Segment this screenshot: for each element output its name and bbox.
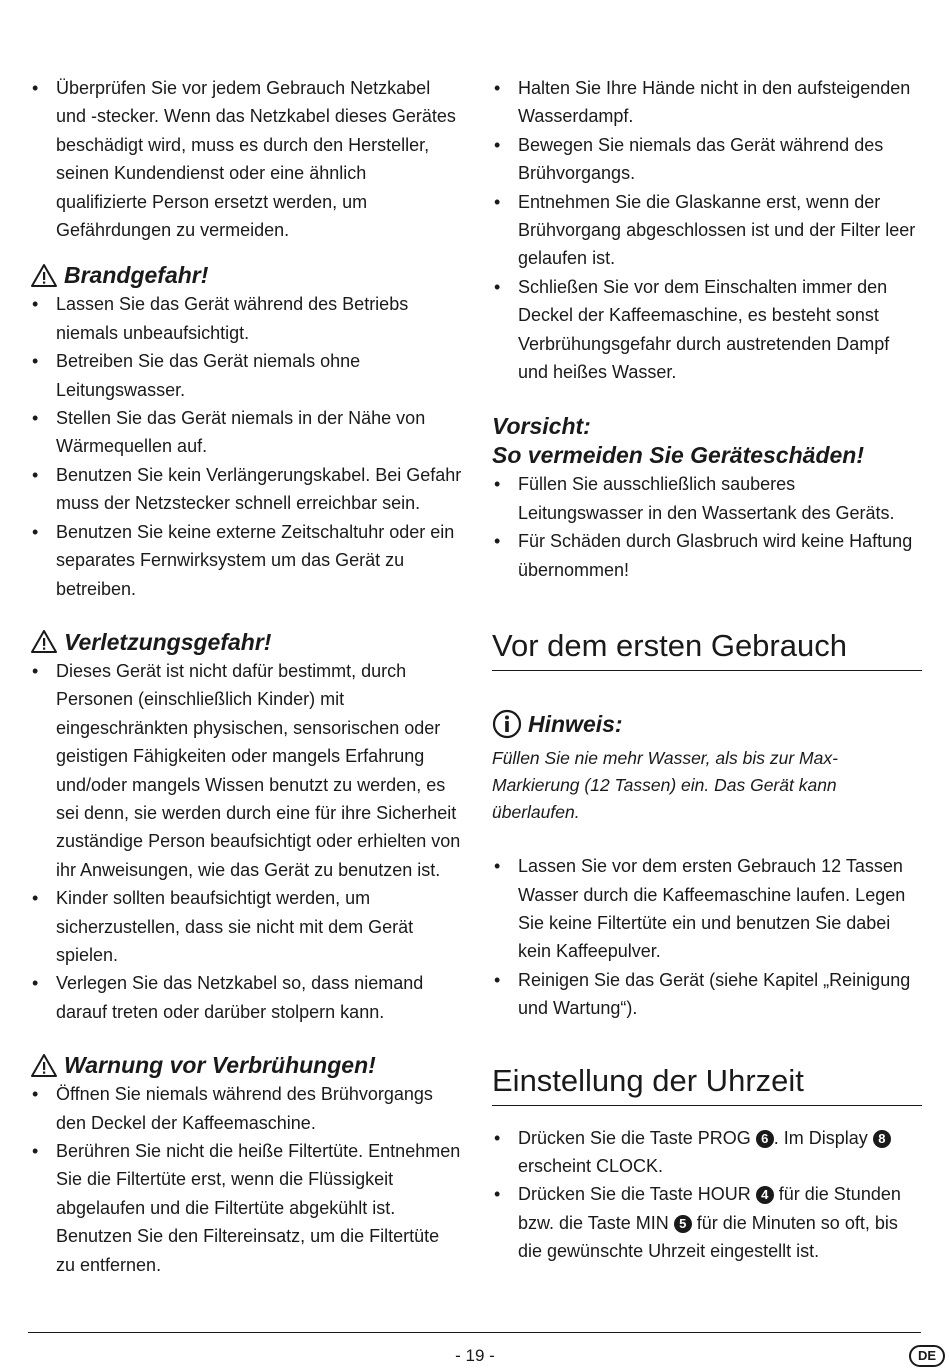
bullet: •: [494, 1184, 501, 1205]
scald-continued-list: [492, 74, 922, 386]
list-item: [30, 347, 462, 404]
bullet: •: [494, 856, 501, 877]
list-item: [492, 131, 922, 188]
bullet: •: [32, 660, 39, 681]
list-item: [492, 273, 922, 387]
bullet: •: [494, 1127, 501, 1148]
list-item-text: Halten Sie Ihre Hände nicht in den aufsteigenden Wasserdampf.: [518, 78, 911, 127]
bullet: •: [494, 191, 501, 212]
bullet: •: [494, 134, 501, 155]
list-item: [30, 1137, 462, 1279]
language-badge: DE: [909, 1345, 945, 1367]
bullet: •: [32, 294, 39, 315]
text-run: erscheint CLOCK.: [518, 1155, 664, 1176]
text-run: . Im Display: [773, 1127, 873, 1148]
list-item-text: Berühren Sie nicht die heiße Filtertüte. Entnehmen Sie die Filtertüte erst, wenn die Flüssigkeit abgelaufen und die Filtertüte abgekühlt ist. Benutzen Sie den Filtereinsatz, um die Filtertüte zu entfernen.: [56, 1141, 461, 1275]
injury-hazard-title: Verletzungsgefahr!: [64, 628, 272, 655]
list-item: [492, 852, 922, 966]
bullet: •: [32, 464, 39, 485]
warning-triangle-icon: [30, 1053, 58, 1078]
number-badge-hour: 4: [756, 1186, 774, 1204]
caution-heading: [492, 412, 922, 470]
left-column: [30, 74, 462, 1279]
list-item: [30, 404, 462, 461]
injury-hazard-heading: [30, 627, 462, 657]
text-run: Drücken Sie die Taste PROG: [518, 1127, 756, 1148]
list-item-text: Für Schäden durch Glasbruch wird keine Haftung übernommen!: [518, 531, 913, 580]
injury-hazard-list: [30, 657, 462, 1026]
intro-list: [30, 74, 462, 244]
bullet: •: [494, 78, 501, 98]
number-badge-min: 5: [674, 1215, 692, 1233]
bullet: •: [494, 474, 501, 495]
list-item: [30, 1080, 462, 1137]
number-badge-prog: 6: [756, 1130, 774, 1148]
text-run: für die Minuten so oft, bis die gewünschte Uhrzeit eingestellt ist.: [518, 1212, 898, 1262]
list-item: [492, 1180, 922, 1265]
fire-hazard-list: [30, 290, 462, 602]
list-item: [492, 1124, 922, 1181]
list-item: [492, 527, 922, 584]
note-heading: [492, 709, 922, 739]
warning-triangle-icon: [30, 629, 58, 654]
list-item: [30, 657, 462, 884]
list-item: [492, 470, 922, 527]
scald-warning-heading: [30, 1050, 462, 1080]
bullet: •: [32, 351, 39, 372]
warning-triangle-icon: [30, 263, 58, 288]
number-badge-display: 8: [873, 1130, 891, 1148]
bullet: •: [32, 888, 39, 909]
list-item-text: Lassen Sie das Gerät während des Betriebs niemals unbeaufsichtigt.: [56, 294, 409, 343]
list-item-text: Benutzen Sie keine externe Zeitschaltuhr oder ein separates Fernwirksystem um das Gerät zu betreiben.: [56, 521, 455, 599]
list-item: [30, 74, 462, 244]
scald-warning-title: Warnung vor Verbrühungen!: [64, 1052, 376, 1079]
fire-hazard-heading: [30, 260, 462, 290]
scald-warning-list: [30, 1080, 462, 1279]
list-item-text: Dieses Gerät ist nicht dafür bestimmt, durch Personen (einschließlich Kinder) mit eingeschränkten physischen, sensorischen oder geistigen Fähigkeiten oder mangels Erfahrung und/oder mangels Wissen benutzt zu werden, es sei denn, sie werden durch eine für ihre Sicherheit zuständige Person beaufsichtigt oder erhielten von ihr Anweisungen, wie das Gerät zu benutzen ist.: [56, 660, 461, 880]
bullet: •: [494, 276, 501, 297]
caution-title-line1: Vorsicht:: [492, 413, 591, 440]
list-item-text: Entnehmen Sie die Glaskanne erst, wenn der Brühvorgang abgeschlossen ist und der Filter leer gelaufen ist.: [518, 191, 916, 269]
list-item-text: Bewegen Sie niemals das Gerät während des Brühvorgangs.: [518, 134, 884, 184]
list-item-text: Überprüfen Sie vor jedem Gebrauch Netzkabel und -stecker. Wenn das Netzkabel dieses Gerätes beschädigt wird, muss es durch den Hersteller, seinen Kundendienst oder eine ähnlich qualifizierte Person ersetzt werden, um Gefährdungen zu vermeiden.: [56, 78, 456, 241]
text-run: Drücken Sie die Taste HOUR: [518, 1184, 756, 1205]
list-item-text: Verlegen Sie das Netzkabel so, dass niemand darauf treten oder darüber stolpern kann.: [56, 973, 424, 1022]
bullet: •: [32, 1141, 39, 1161]
list-item: [492, 966, 922, 1023]
list-item-text: Benutzen Sie kein Verlängerungskabel. Bei Gefahr muss der Netzstecker schnell erreichbar sein.: [56, 464, 462, 514]
bullet: •: [494, 531, 501, 552]
bullet: •: [32, 408, 39, 429]
list-item-text: Öffnen Sie niemals während des Brühvorgangs den Deckel der Kaffeemaschine.: [56, 1084, 433, 1133]
list-item-text: Betreiben Sie das Gerät niemals ohne Leitungswasser.: [56, 351, 361, 400]
text-run: für die Stunden bzw. die Taste MIN: [518, 1184, 901, 1233]
right-column: [492, 74, 922, 1266]
list-item-text: Stellen Sie das Gerät niemals in der Nähe von Wärmequellen auf.: [56, 408, 426, 457]
caution-list: [492, 470, 922, 584]
list-item-text: [518, 1128, 891, 1176]
section-heading-clock: Einstellung der Uhrzeit: [492, 1061, 922, 1106]
list-item: [30, 969, 462, 1026]
info-circle-icon: [492, 709, 522, 739]
list-item: [492, 74, 922, 131]
section-heading-first-use: Vor dem ersten Gebrauch: [492, 626, 922, 671]
bullet: •: [32, 78, 39, 98]
list-item-text: Reinigen Sie das Gerät (siehe Kapitel „Reinigung und Wartung“).: [518, 969, 911, 1019]
list-item-text: Lassen Sie vor dem ersten Gebrauch 12 Tassen Wasser durch die Kaffeemaschine laufen. Legen Sie keine Filtertüte ein und benutzen Sie dabei kein Kaffeepulver.: [518, 856, 906, 962]
note-title: Hinweis:: [528, 711, 623, 738]
list-item: [30, 518, 462, 603]
list-item: [492, 188, 922, 273]
bullet: •: [494, 969, 501, 990]
list-item-text: Kinder sollten beaufsichtigt werden, um sicherzustellen, dass sie nicht mit dem Gerät spielen.: [56, 888, 414, 965]
list-item: [30, 461, 462, 518]
footer-divider: [28, 1332, 921, 1333]
bullet: •: [32, 973, 39, 994]
first-use-list: [492, 852, 922, 1022]
caution-title-line2: So vermeiden Sie Geräteschäden!: [492, 442, 864, 469]
fire-hazard-title: Brandgefahr!: [64, 262, 209, 289]
clock-list: [492, 1124, 922, 1266]
list-item: [30, 290, 462, 347]
bullet: •: [32, 1084, 39, 1105]
bullet: •: [32, 521, 39, 542]
note-text: Füllen Sie nie mehr Wasser, als bis zur Max-Markierung (12 Tassen) ein. Das Gerät kann überlaufen.: [492, 748, 838, 823]
list-item: [30, 884, 462, 969]
list-item-text: [518, 1184, 901, 1261]
page-number: - 19 -: [455, 1346, 495, 1365]
list-item-text: Schließen Sie vor dem Einschalten immer den Deckel der Kaffeemaschine, es besteht sonst Verbrühungsgefahr durch austretenden Dampf und heißes Wasser.: [518, 276, 890, 383]
list-item-text: Füllen Sie ausschließlich sauberes Leitungswasser in den Wassertank des Geräts.: [518, 474, 895, 523]
